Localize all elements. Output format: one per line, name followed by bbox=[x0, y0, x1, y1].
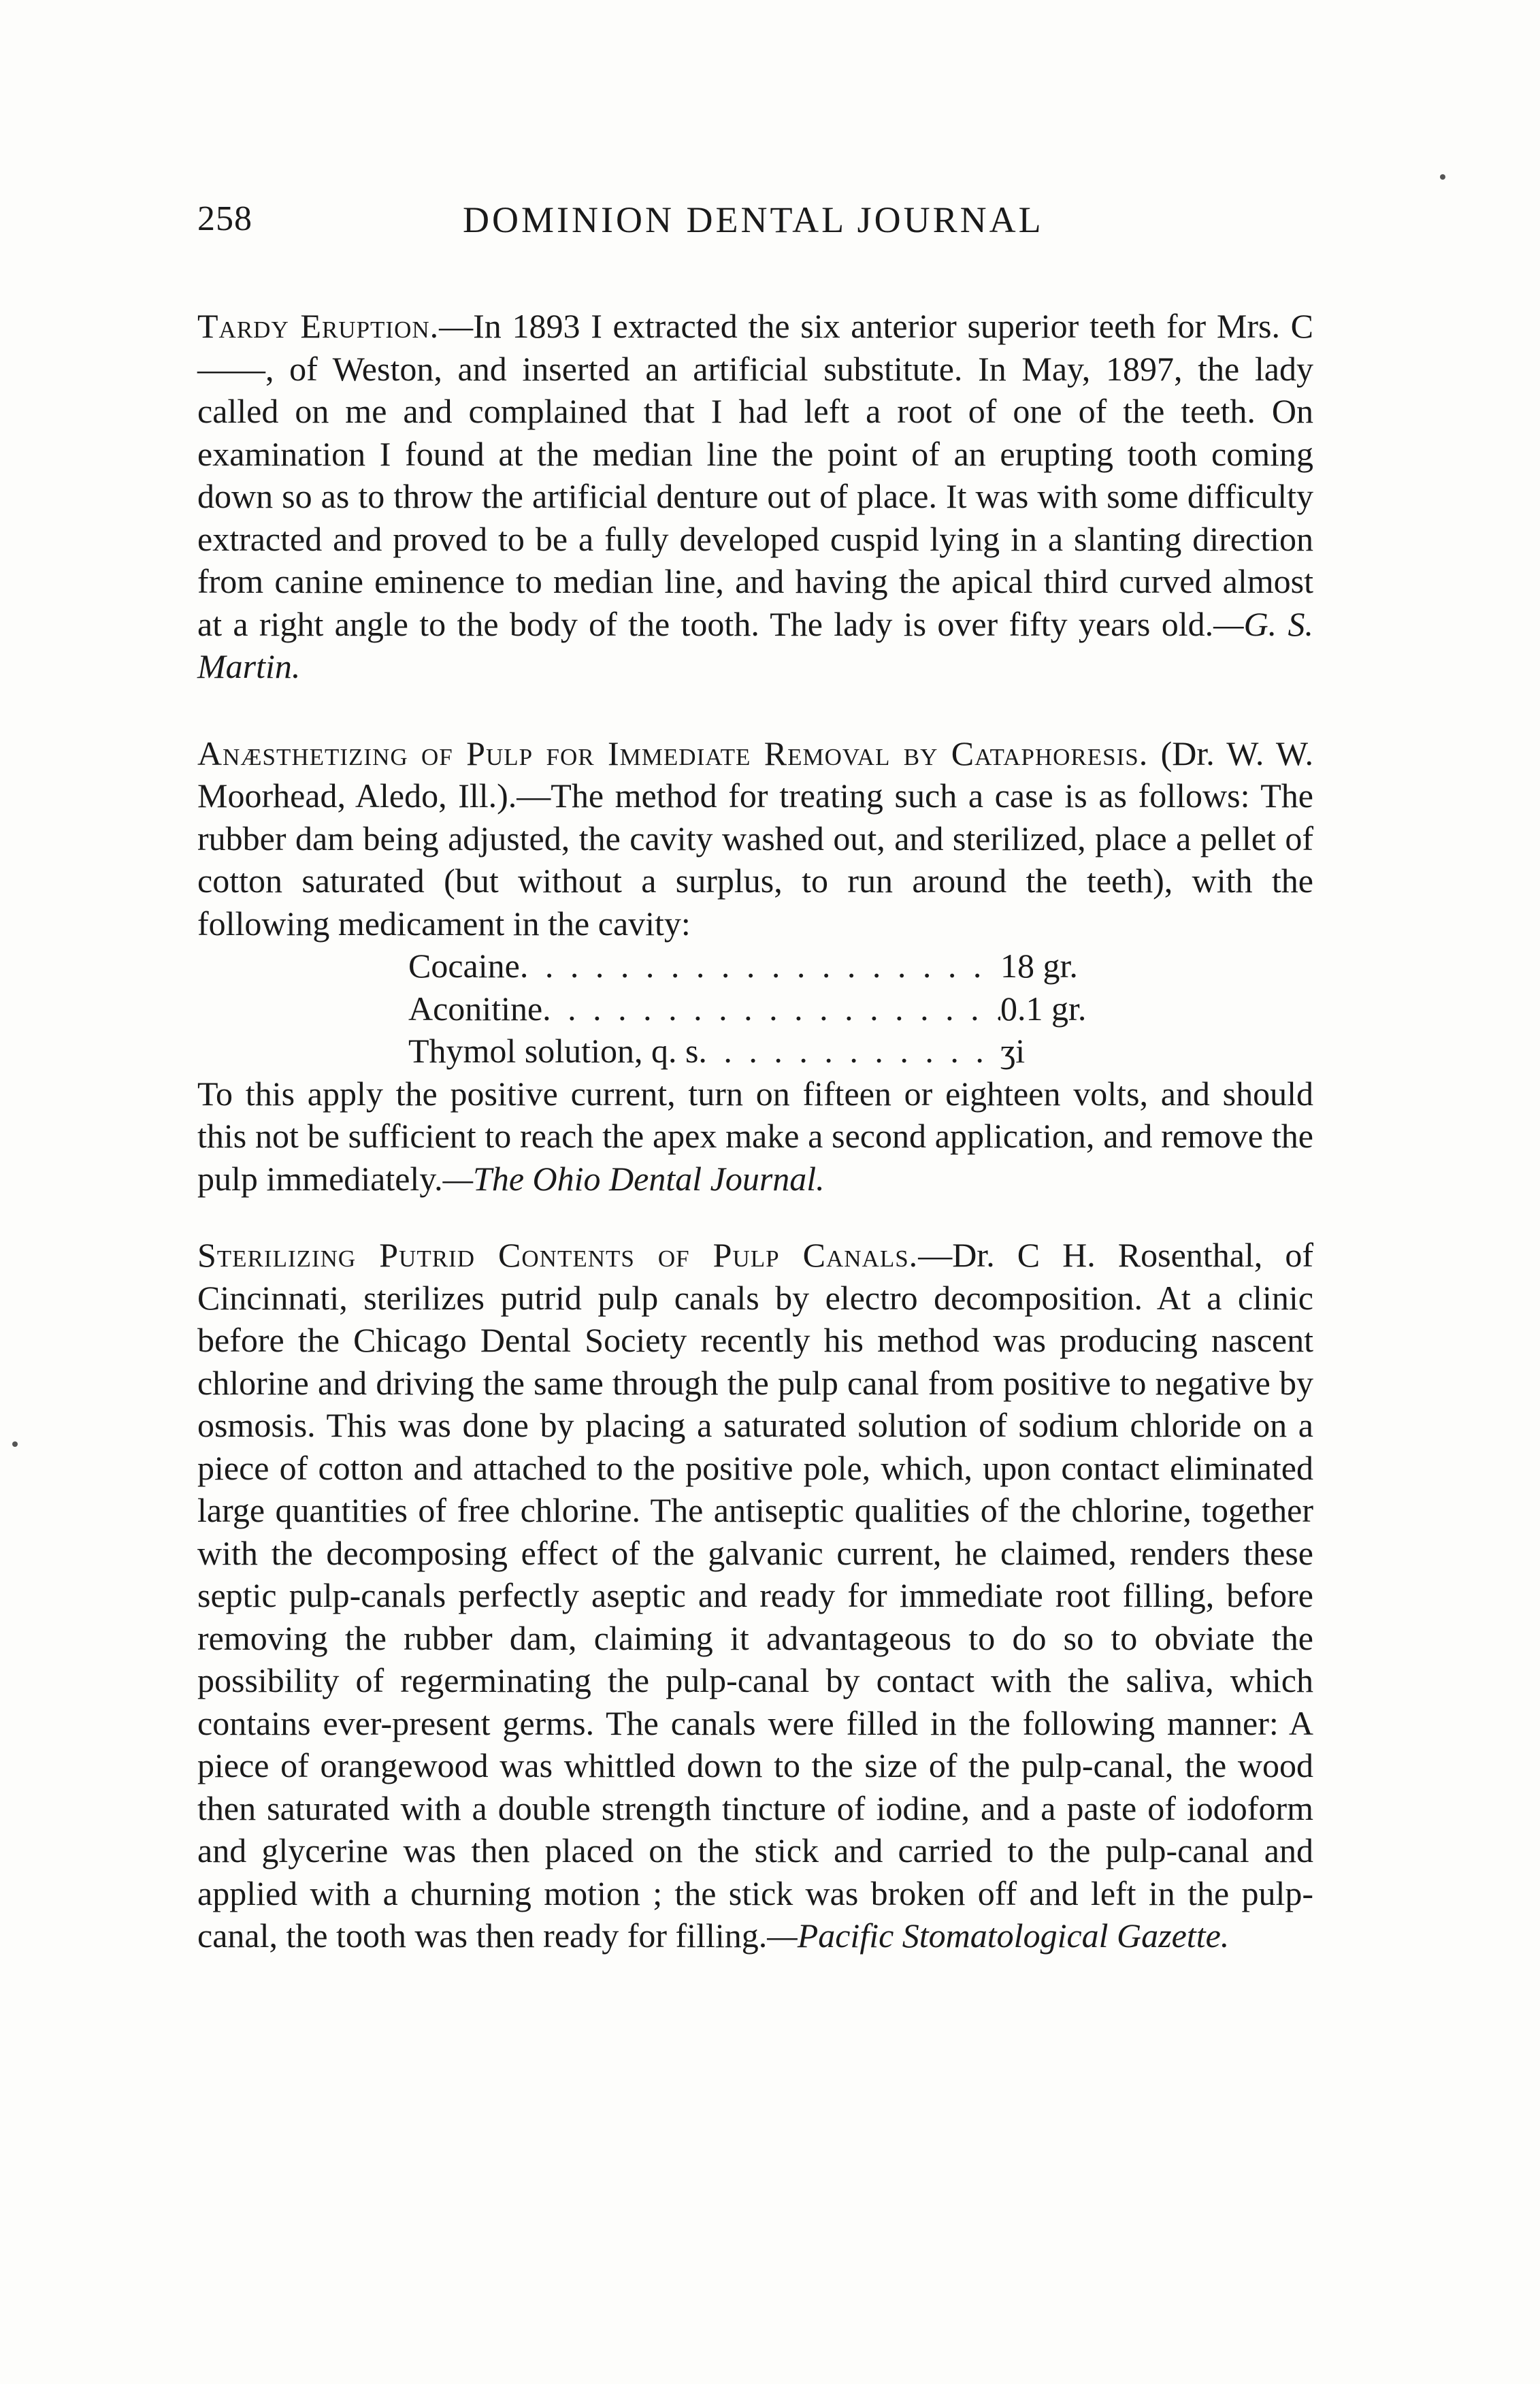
article-body: (Dr. W. W. Moorhead, Aledo, Ill.).—The method for treating such a case is as follows: The rubber dam being adjusted, the cavity washed out, and sterilized, place a pellet of cotton saturated (but without a surplus, to run around the teeth), with the following medicament in the cavity: bbox=[197, 734, 1313, 943]
article-body: —Dr. C H. Rosenthal, of Cincinnati, sterilizes putrid pulp canals by electro decomposition. At a clinic before the Chicago Dental Society recently his method was producing nascent chlorine and driving the same through the pulp canal from positive to negative by osmosis. This was done by placing a saturated solution of sodium chloride on a piece of cotton and attached to the positive pole, which, upon contact eliminated large quantities of free chlorine. The antiseptic qualities of the chlorine, together with the decomposing effect of the galvanic current, he claimed, renders these septic pulp-canals perfectly aseptic and ready for immediate root filling, before removing the rubber dam, claiming it advantageous to do so to obviate the possibility of regerminating the pulp-canal by contact with the saliva, which contains ever-present germs. The canals were filled in the following manner: A piece of orangewood was whittled down to the size of the pulp-canal, the wood then saturated with a double strength tincture of iodine, and a paste of iodoform and glycerine was then placed on the stick and carried to the pulp-canal and applied with a churning motion ; the stick was broken off and left in the pulp-canal, the tooth was then ready for filling. bbox=[197, 1236, 1313, 1955]
scan-speck bbox=[12, 1441, 18, 1447]
formula-ingredient: Aconitine bbox=[408, 989, 543, 1028]
formula-ingredient: Thymol solution, q. s bbox=[408, 1032, 699, 1070]
leader-dots bbox=[698, 1030, 1000, 1073]
formula-row bbox=[408, 987, 1109, 1030]
article-title: Sterilizing Putrid Contents of Pulp Canals. bbox=[197, 1236, 919, 1274]
text-block bbox=[197, 305, 1313, 1957]
article-source: —G. S. Martin. bbox=[197, 604, 1313, 685]
scan-speck bbox=[1440, 174, 1445, 180]
article-sterilizing-pulp-canals bbox=[197, 1234, 1313, 1957]
page-header bbox=[197, 199, 1313, 246]
leader-dots bbox=[520, 945, 1000, 987]
running-head: DOMINION DENTAL JOURNAL bbox=[463, 199, 1044, 240]
article-tardy-eruption bbox=[197, 305, 1313, 688]
article-source: —The Ohio Dental Journal. bbox=[442, 1159, 825, 1198]
article-title: Anæsthetizing of Pulp for Immediate Removal by Cataphoresis. bbox=[197, 734, 1149, 772]
prescription-formula bbox=[197, 945, 1313, 1073]
page-number: 258 bbox=[197, 199, 252, 238]
formula-quantity: 0.1 gr. bbox=[1000, 989, 1087, 1028]
formula-ingredient: Cocaine bbox=[408, 947, 520, 985]
formula-row bbox=[408, 945, 1109, 987]
leader-dots bbox=[542, 987, 1000, 1030]
article-title: Tardy Eruption. bbox=[197, 307, 440, 345]
formula-row bbox=[408, 1030, 1109, 1073]
article-body: —In 1893 I extracted the six anterior superior teeth for Mrs. C——, of Weston, and inserted an artificial substitute. In May, 1897, the lady called on me and complained that I had left a root of one of the teeth. On examination I found at the median line the point of an erupting tooth coming down so as to throw the artificial denture out of place. It was with some difficulty extracted and proved to be a fully developed cuspid lying in a slanting direction from canine eminence to median line, and having the apical third curved almost at a right angle to the body of the tooth. The lady is over fifty years old. bbox=[197, 307, 1313, 643]
formula-quantity: ʒi bbox=[1000, 1032, 1026, 1070]
article-body: To this apply the positive current, turn on fifteen or eighteen volts, and should this not be sufficient to reach the apex make a second application, and remove the pulp immediately. bbox=[197, 1074, 1313, 1198]
article-source: —Pacific Stomatological Gazette. bbox=[767, 1916, 1230, 1955]
article-anaesthetizing-pulp bbox=[197, 732, 1313, 945]
article-anaesthetizing-continued bbox=[197, 1073, 1313, 1201]
formula-quantity: 18 gr. bbox=[1000, 947, 1078, 985]
